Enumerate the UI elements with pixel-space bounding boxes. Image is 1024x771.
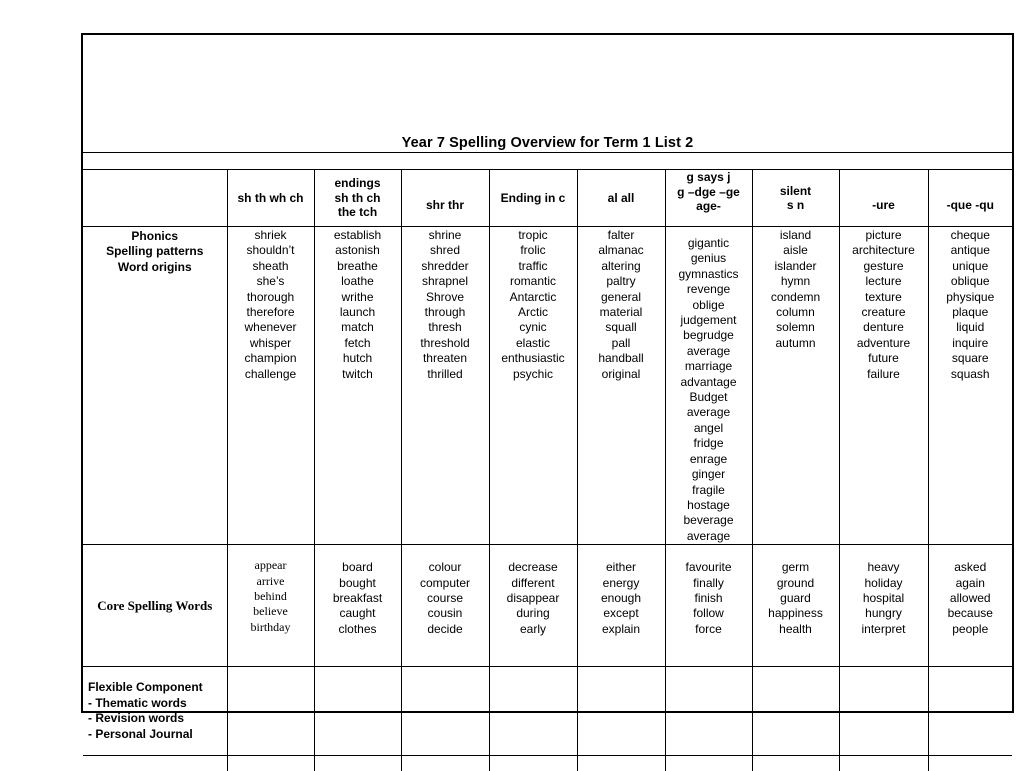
empty-cell	[489, 667, 577, 756]
word: thrilled	[427, 366, 463, 381]
header-cell	[314, 170, 401, 227]
word-list	[577, 545, 665, 667]
word: finally	[693, 575, 724, 590]
word: bought	[339, 575, 376, 590]
document-title: Year 7 Spelling Overview for Term 1 List 2	[401, 135, 694, 151]
core-row	[83, 545, 1012, 667]
word: hungry	[865, 606, 902, 621]
word: texture	[865, 289, 902, 304]
empty-cell	[752, 667, 839, 756]
word: average	[686, 528, 731, 543]
header-cell	[839, 170, 928, 227]
word: heavy	[867, 560, 900, 575]
word: genius	[690, 251, 727, 266]
word: establish	[333, 228, 382, 242]
word: writhe	[341, 289, 374, 304]
word: whenever	[244, 320, 297, 335]
word: begrudge	[683, 328, 734, 343]
word-list	[314, 227, 401, 545]
empty-cell	[401, 756, 489, 771]
empty-cell	[752, 756, 839, 771]
word-list	[577, 227, 665, 545]
word: fridge	[693, 436, 724, 451]
word: because	[947, 606, 993, 621]
word-list	[665, 227, 752, 545]
word: Budget	[689, 390, 728, 405]
word-list	[839, 227, 928, 545]
word: favourite	[685, 560, 732, 575]
word: finish	[694, 590, 723, 605]
word: average	[686, 405, 731, 420]
word: original	[601, 366, 641, 381]
word: sheath	[252, 258, 289, 273]
word: allowed	[949, 590, 991, 605]
word: energy	[602, 575, 640, 590]
word: twitch	[342, 366, 373, 381]
word: traffic	[518, 258, 548, 273]
word: beverage	[683, 513, 734, 528]
word: asked	[954, 560, 987, 575]
word: threshold	[420, 335, 470, 350]
word: arrive	[256, 573, 285, 588]
word: she’s	[256, 274, 285, 289]
word-list	[928, 545, 1012, 667]
word: birthday	[250, 619, 291, 634]
word: people	[952, 621, 989, 636]
word-list	[314, 545, 401, 667]
header-text: sh th wh ch	[237, 190, 304, 205]
word: tropic	[518, 228, 548, 242]
word: oblique	[950, 274, 990, 289]
word: germ	[781, 560, 810, 575]
word: enrage	[689, 451, 728, 466]
word: clothes	[338, 621, 377, 636]
word: gigantic	[687, 236, 730, 250]
word: condemn	[770, 289, 821, 304]
word: appear	[254, 558, 287, 573]
word: Shrove	[425, 289, 465, 304]
word: threaten	[422, 351, 468, 366]
word: disappear	[506, 590, 560, 605]
word-list	[401, 227, 489, 545]
word: square	[951, 351, 989, 366]
word: failure	[867, 366, 900, 381]
word-list	[489, 227, 577, 545]
word: autumn	[775, 335, 816, 350]
word: through	[424, 305, 466, 320]
word: ginger	[691, 467, 726, 482]
word: shrapnel	[421, 274, 469, 289]
word: shrine	[428, 228, 462, 242]
word: different	[511, 575, 555, 590]
header-text: -ure	[872, 197, 895, 212]
word: shriek	[254, 228, 287, 242]
word: falter	[607, 228, 635, 242]
header-cell	[401, 170, 489, 227]
word: again	[955, 575, 985, 590]
word: during	[516, 606, 550, 621]
word: shouldn’t	[246, 243, 295, 258]
word: pall	[611, 335, 631, 350]
word: health	[779, 621, 812, 636]
word-list	[752, 545, 839, 667]
header-text: al all	[607, 190, 635, 205]
empty-cell	[665, 667, 752, 756]
header-row	[83, 170, 1012, 227]
empty-cell	[83, 756, 227, 771]
empty-cell	[489, 756, 577, 771]
core-row-label: Core Spelling Words	[83, 545, 227, 667]
word: breakfast	[332, 590, 383, 605]
word: either	[605, 560, 637, 575]
header-text: endings sh th ch the tch	[334, 176, 381, 220]
empty-cell	[401, 667, 489, 756]
spacer-row	[83, 756, 1012, 771]
word: revenge	[686, 282, 731, 297]
word: lecture	[865, 274, 902, 289]
word: marriage	[684, 359, 733, 374]
spelling-table	[83, 169, 1012, 771]
empty-cell	[227, 667, 314, 756]
word: aisle	[783, 243, 808, 258]
word: enough	[600, 590, 642, 605]
word-list	[401, 545, 489, 667]
word: believe	[253, 604, 288, 619]
phonics-row	[83, 227, 1012, 545]
empty-cell	[314, 667, 401, 756]
header-text: -que -qu	[946, 197, 994, 212]
word: creature	[861, 305, 906, 320]
word-list	[839, 545, 928, 667]
word: oblige	[692, 297, 725, 312]
word: astonish	[335, 243, 380, 258]
word: colour	[428, 560, 462, 575]
header-cell	[577, 170, 665, 227]
word: island	[779, 228, 812, 242]
word: cousin	[427, 606, 463, 621]
word: column	[776, 305, 815, 320]
word: physique	[946, 289, 995, 304]
spelling-document	[81, 33, 1014, 741]
flexible-row-label: Flexible Component - Thematic words - Revision words - Personal Journal	[83, 667, 227, 756]
empty-cell	[227, 756, 314, 771]
word: gymnastics	[678, 266, 739, 281]
word: antique	[950, 243, 990, 258]
word: altering	[601, 258, 641, 273]
word: elastic	[515, 335, 550, 350]
word: psychic	[512, 366, 553, 381]
word: judgement	[680, 313, 737, 328]
header-cell-blank	[83, 170, 227, 227]
header-cell	[752, 170, 839, 227]
word: loathe	[341, 274, 374, 289]
word: denture	[863, 320, 904, 335]
word: force	[695, 621, 722, 636]
word: match	[341, 320, 374, 335]
word: breathe	[337, 258, 378, 273]
empty-cell	[577, 756, 665, 771]
word: shredder	[421, 258, 469, 273]
word: challenge	[244, 366, 297, 381]
word: future	[868, 351, 899, 366]
word-list	[928, 227, 1012, 545]
word: holiday	[864, 575, 903, 590]
word: squash	[950, 366, 990, 381]
word: almanac	[598, 243, 644, 258]
header-text: shr thr	[425, 197, 464, 212]
word: cynic	[519, 320, 547, 335]
phonics-row-label: Phonics Spelling patterns Word origins	[83, 227, 227, 545]
word: hutch	[342, 351, 373, 366]
word: gesture	[863, 258, 904, 273]
empty-cell	[928, 756, 1012, 771]
word: Arctic	[518, 305, 548, 320]
word: cheque	[950, 228, 990, 242]
word: plaque	[952, 305, 989, 320]
word: board	[342, 560, 373, 575]
word: caught	[339, 606, 376, 621]
word: except	[603, 606, 639, 621]
word: thorough	[246, 289, 295, 304]
word: enthusiastic	[501, 351, 565, 366]
word: therefore	[246, 305, 295, 320]
word: interpret	[861, 621, 906, 636]
word: architecture	[852, 243, 915, 258]
empty-cell	[839, 667, 928, 756]
header-text: Ending in c	[500, 190, 566, 205]
empty-cell	[665, 756, 752, 771]
word: guard	[780, 590, 811, 605]
empty-cell	[577, 667, 665, 756]
word-list	[227, 227, 314, 545]
word: happiness	[768, 606, 823, 621]
word: fragile	[692, 482, 725, 497]
header-cell	[665, 170, 752, 227]
word-list	[489, 545, 577, 667]
word: material	[599, 305, 643, 320]
word: behind	[254, 588, 287, 603]
title-rule	[83, 152, 1012, 153]
word: average	[686, 343, 731, 358]
word: hospital	[862, 590, 905, 605]
word: hymn	[780, 274, 811, 289]
word: picture	[865, 228, 902, 242]
word: course	[426, 590, 464, 605]
header-cell	[928, 170, 1012, 227]
word: shred	[429, 243, 461, 258]
word: adventure	[856, 335, 911, 350]
word: angel	[693, 420, 724, 435]
word: squall	[605, 320, 637, 335]
word: inquire	[952, 335, 989, 350]
word: fetch	[344, 335, 371, 350]
flexible-row	[83, 667, 1012, 756]
word: decide	[427, 621, 463, 636]
word: handball	[598, 351, 644, 366]
word: explain	[601, 621, 641, 636]
word: hostage	[687, 497, 730, 512]
word: early	[519, 621, 546, 636]
word: romantic	[509, 274, 556, 289]
word: solemn	[776, 320, 815, 335]
empty-cell	[314, 756, 401, 771]
word: launch	[339, 305, 376, 320]
word: islander	[774, 258, 817, 273]
word: follow	[693, 606, 724, 621]
word-list	[665, 545, 752, 667]
empty-cell	[928, 667, 1012, 756]
word: computer	[419, 575, 471, 590]
header-cell	[489, 170, 577, 227]
empty-cell	[839, 756, 928, 771]
header-text: silent s n	[779, 183, 812, 212]
word: thresh	[428, 320, 462, 335]
word: decrease	[508, 560, 558, 575]
header-text: g says j g –dge –ge age-	[677, 170, 740, 213]
word: frolic	[520, 243, 546, 258]
word: unique	[952, 258, 989, 273]
word: paltry	[606, 274, 636, 289]
word: ground	[776, 575, 815, 590]
word: champion	[244, 351, 297, 366]
word: Antarctic	[509, 289, 557, 304]
word: whisper	[249, 335, 292, 350]
word: advantage	[680, 374, 737, 389]
word-list	[752, 227, 839, 545]
header-cell	[227, 170, 314, 227]
word-list	[227, 545, 314, 667]
word: general	[600, 289, 642, 304]
word: liquid	[956, 320, 985, 335]
